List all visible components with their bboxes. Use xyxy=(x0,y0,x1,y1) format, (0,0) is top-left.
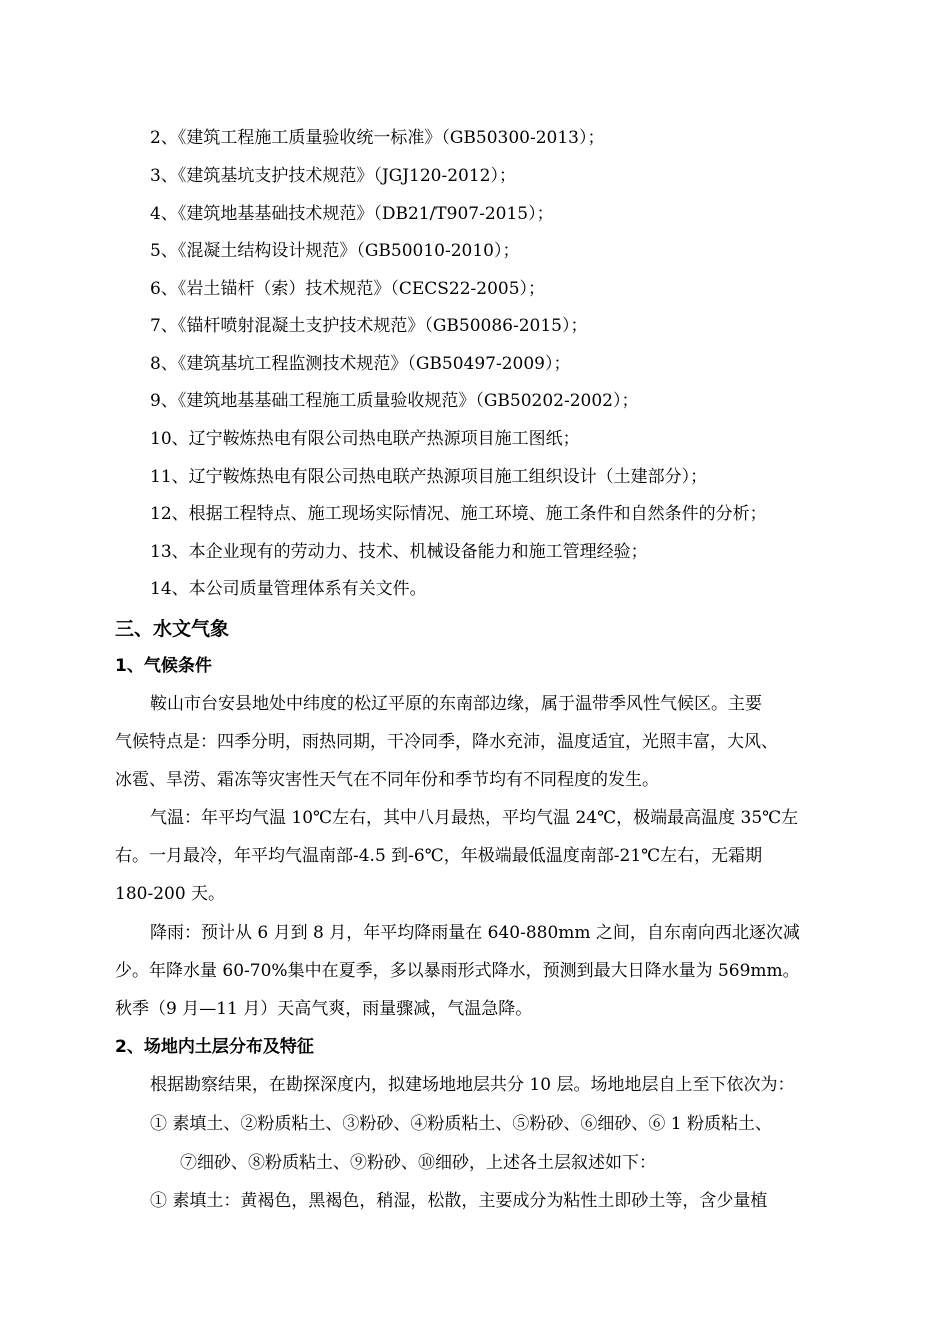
reference-item-4: 4、《建筑地基基础技术规范》（DB21/T907-2015）； xyxy=(150,204,554,224)
subsection-heading-soil-layers: 2、场地内土层分布及特征 xyxy=(115,1037,314,1057)
reference-item-14: 14、本公司质量管理体系有关文件。 xyxy=(150,579,427,599)
reference-item-10: 10、辽宁鞍炼热电有限公司热电联产热源项目施工图纸； xyxy=(150,429,580,449)
climate-paragraph-line: 冰雹、旱涝、霜冻等灾害性天气在不同年份和季节均有不同程度的发生。 xyxy=(115,770,659,790)
rainfall-paragraph-line: 降雨：预计从 6 月到 8 月，年平均降雨量在 640-880mm 之间，自东南向西北逐次减 xyxy=(150,923,800,943)
soil-layer-list-line: ① 素填土、②粉质粘土、③粉砂、④粉质粘土、⑤粉砂、⑥细砂、⑥ 1 粉质粘土、 xyxy=(150,1114,773,1134)
climate-paragraph-line: 鞍山市台安县地处中纬度的松辽平原的东南部边缘，属于温带季风性气候区。主要 xyxy=(150,694,762,714)
reference-item-5: 5、《混凝土结构设计规范》（GB50010-2010）； xyxy=(150,241,520,261)
temperature-paragraph-line: 气温：年平均气温 10℃左右，其中八月最热，平均气温 24℃，极端最高温度 35℃左 xyxy=(150,808,799,828)
section-heading-hydrometeorology: 三、水文气象 xyxy=(115,618,230,640)
temperature-paragraph-line: 180-200 天。 xyxy=(115,884,226,904)
subsection-heading-climate: 1、气候条件 xyxy=(115,656,212,676)
reference-item-8: 8、《建筑基坑工程监测技术规范》（GB50497-2009）； xyxy=(150,354,571,374)
soil-layer-description-fill: ① 素填土：黄褐色，黑褐色，稍湿，松散，主要成分为粘性土即砂土等，含少量植 xyxy=(150,1191,768,1211)
temperature-paragraph-line: 右。一月最冷，年平均气温南部-4.5 到-6℃，年极端最低温度南部-21℃左右，无霜期 xyxy=(115,846,763,866)
reference-item-9: 9、《建筑地基基础工程施工质量验收规范》（GB50202-2002）； xyxy=(150,391,639,411)
reference-item-11: 11、辽宁鞍炼热电有限公司热电联产热源项目施工组织设计（土建部分）； xyxy=(150,467,708,487)
reference-item-7: 7、《锚杆喷射混凝土支护技术规范》（GB50086-2015）； xyxy=(150,316,588,336)
rainfall-paragraph-line: 少。年降水量 60-70%集中在夏季，多以暴雨形式降水，预测到最大日降水量为 569mm。 xyxy=(115,961,800,981)
rainfall-paragraph-line: 秋季（9 月—11 月）天高气爽，雨量骤减，气温急降。 xyxy=(115,999,533,1019)
reference-item-3: 3、《建筑基坑支护技术规范》（JGJ120-2012）； xyxy=(150,166,516,186)
reference-item-6: 6、《岩土锚杆（索）技术规范》（CECS22-2005）； xyxy=(150,279,546,299)
reference-item-2: 2、《建筑工程施工质量验收统一标准》（GB50300-2013）； xyxy=(150,128,605,148)
soil-intro-paragraph: 根据勘察结果，在勘探深度内，拟建场地地层共分 10 层。场地地层自上至下依次为： xyxy=(150,1075,795,1095)
climate-paragraph-line: 气候特点是：四季分明，雨热同期，干冷同季，降水充沛，温度适宜，光照丰富，大风、 xyxy=(115,732,778,752)
reference-item-12: 12、根据工程特点、施工现场实际情况、施工环境、施工条件和自然条件的分析； xyxy=(150,504,767,524)
soil-layer-list-line: ⑦细砂、⑧粉质粘土、⑨粉砂、⑩细砂，上述各土层叙述如下： xyxy=(180,1153,656,1173)
reference-item-13: 13、本企业现有的劳动力、技术、机械设备能力和施工管理经验； xyxy=(150,542,648,562)
